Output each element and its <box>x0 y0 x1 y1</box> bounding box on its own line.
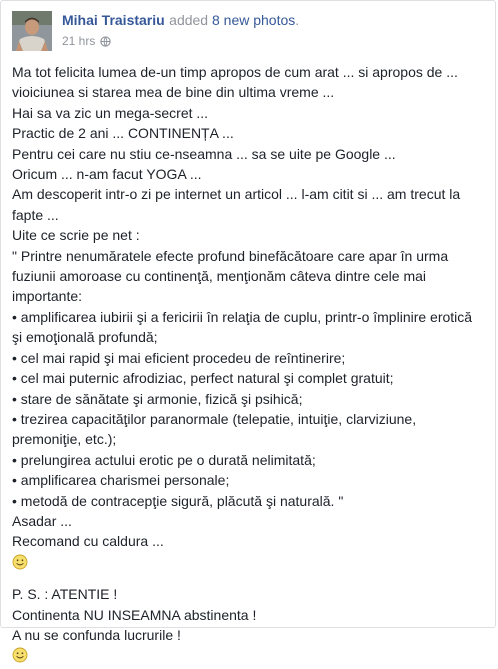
smiley-icon <box>12 554 28 570</box>
post-text-line: Asadar ... <box>12 512 72 529</box>
post-text-line: • stare de sănătate şi armonie, fizică şi psihică; <box>12 390 303 407</box>
action-suffix: . <box>295 12 300 28</box>
author-name[interactable]: Mihai Traistariu <box>62 12 165 28</box>
post-text-line: şi emoţională profundă; <box>12 329 158 346</box>
post-text-line: • amplificarea iubirii şi a fericirii în relaţia de cuplu, printr-o împlinire erotică <box>12 308 473 325</box>
post-text-line: fapte ... <box>12 206 59 223</box>
action-prefix: added <box>169 12 209 28</box>
post-text <box>12 62 486 666</box>
post-meta <box>62 12 299 48</box>
photos-link[interactable]: 8 new photos <box>211 12 296 28</box>
post-timestamp[interactable]: 21 hrs <box>62 34 96 48</box>
post-text-line: premoniţie, etc.); <box>12 431 117 448</box>
post-text-line: vioiciunea si starea mea de bine din ultima vreme ... <box>12 84 335 101</box>
smiley-icon <box>12 647 28 663</box>
post-text-line: Ma tot felicita lumea de-un timp apropos de cum arat ... si apropos de ... <box>12 64 458 80</box>
paragraph-gap <box>12 572 486 584</box>
ps-line: P. S. : ATENTIE ! <box>12 586 118 603</box>
post-text-line: • amplificarea charismei personale; <box>12 472 230 489</box>
post-text-line: Hai sa va zic un mega-secret ... <box>12 104 209 121</box>
post-text-line: Recomand cu caldura ... <box>12 533 164 550</box>
post-action <box>169 12 299 28</box>
post-text-line: Oricum ... n-am facut YOGA ... <box>12 166 202 183</box>
post-text-line: importante: <box>12 288 83 305</box>
post-text-line: • prelungirea actului erotic pe o durată nelimitată; <box>12 451 316 468</box>
globe-icon[interactable] <box>100 36 111 47</box>
ps-line: A nu se confunda lucrurile ! <box>12 626 181 643</box>
smiley-line <box>12 552 486 572</box>
post-text-line: • metodă de contracepţie sigură, plăcută şi naturală. " <box>12 492 344 509</box>
post-text-line: Uite ce scrie pe net : <box>12 227 140 244</box>
post-text-line: • trezirea capacităţilor paranormale (telepatie, intuiţie, clarviziune, <box>12 410 417 427</box>
post-text-line: fuziunii amoroase cu continenţă, menţionăm câteva dintre cele mai <box>12 268 426 285</box>
post-text-line: " Printre nenumăratele efecte profund binefăcătoare care apar în urma <box>12 247 449 264</box>
post-text-line: Am descoperit intr-o zi pe internet un articol ... l-am citit si ... am trecut la <box>12 186 461 203</box>
ps-line: Continenta NU INSEAMNA abstinenta ! <box>12 606 257 623</box>
smiley-line <box>12 645 486 665</box>
post-text-line: Practic de 2 ani ... CONTINENȚA ... <box>12 125 234 142</box>
post-text-line: • cel mai rapid şi mai eficient procedeu de reîntinerire; <box>12 349 346 366</box>
post-text-line: • cel mai puternic afrodiziac, perfect natural şi complet gratuit; <box>12 370 394 387</box>
avatar-image <box>12 11 52 51</box>
post-text-line: Pentru cei care nu stiu ce-nseamna ... sa se uite pe Google ... <box>12 145 396 162</box>
post-time-row <box>62 34 299 48</box>
avatar[interactable] <box>12 11 52 51</box>
